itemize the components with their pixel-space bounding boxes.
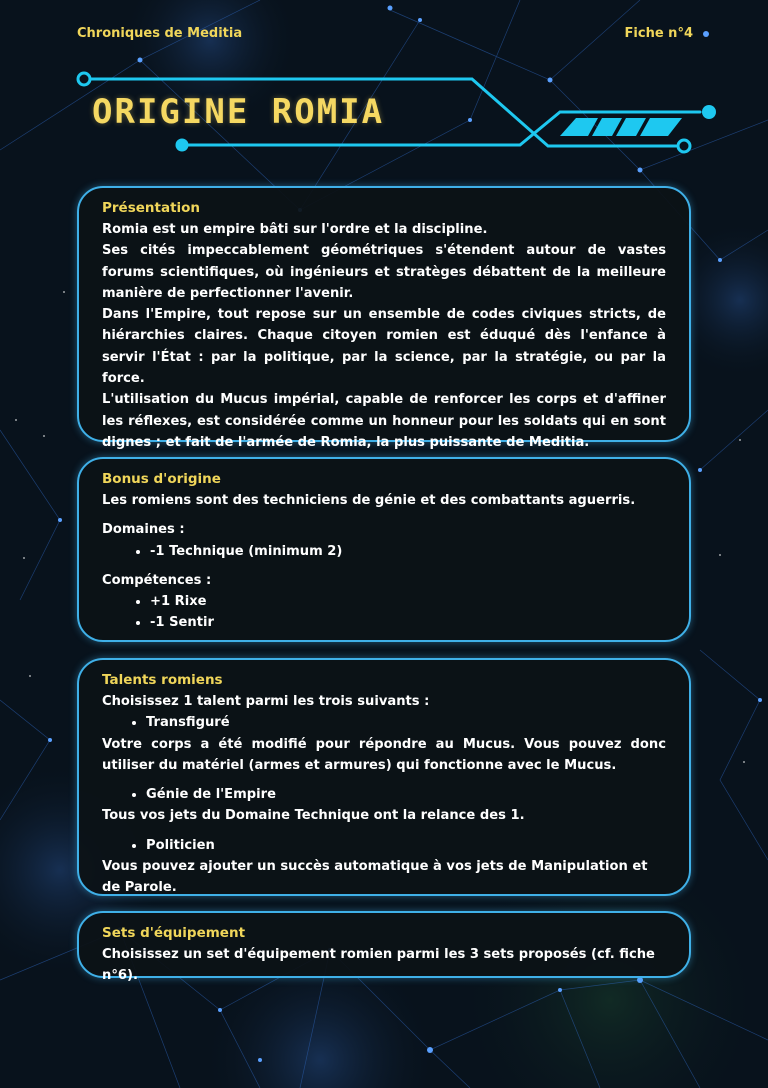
- presentation-paragraph: Romia est un empire bâti sur l'ordre et la discipline.: [102, 222, 488, 237]
- skills-list: [102, 591, 666, 634]
- talent-list: [102, 712, 666, 733]
- skill-item: • -1 Sentir: [150, 612, 666, 633]
- talent-name: • Transfiguré: [146, 712, 666, 733]
- skills-label: Compétences :: [102, 572, 212, 588]
- equipment-text: Choisissez un set d'équipement romien parmi les 3 sets proposés (cf. fiche n°6).: [102, 947, 655, 984]
- talent-description: Tous vos jets du Domaine Technique ont la relance des 1.: [102, 808, 525, 824]
- talents-intro: Choisissez 1 talent parmi les trois suivants :: [102, 694, 430, 709]
- talent-description: Vous pouvez ajouter un succès automatique à vos jets de Manipulation et de Parole.: [102, 859, 648, 896]
- presentation-card: [77, 186, 691, 450]
- presentation-paragraph: Ses cités impeccablement géométriques s'étendent autour de vastes forums scientifiques, où ingénieurs et stratèges débattent de la meilleure manière de perfectionner l'avenir.: [102, 243, 666, 301]
- equipment-heading: Sets d'équipement: [102, 925, 246, 941]
- equipment-sets-card: [77, 911, 691, 984]
- talent-name: • Politicien: [146, 835, 666, 856]
- talents-card: [77, 658, 691, 896]
- domains-list: [102, 541, 666, 562]
- sheet-number: Fiche n°4: [624, 26, 693, 41]
- presentation-paragraph: Dans l'Empire, tout repose sur un ensemble de codes civiques stricts, de hiérarchies claires. Chaque citoyen romien est éduqué dès l'enfance à servir l'État : par la politique, par la science, par la stratégie, ou par la force.: [102, 307, 666, 387]
- talent-list: [102, 784, 666, 805]
- title-decoration: [0, 0, 768, 170]
- talent-list: [102, 835, 666, 856]
- talent-name: • Génie de l'Empire: [146, 784, 666, 805]
- presentation-paragraph: L'utilisation du Mucus impérial, capable de renforcer les corps et d'affiner les réflexes, est considérée comme un honneur pour les soldats qui en sont dignes ; et fait de l'armée de Romia, la plus puissante de Meditia.: [102, 392, 666, 450]
- origin-bonus-card: [77, 457, 691, 642]
- bonus-intro: Les romiens sont des techniciens de génie et des combattants aguerris.: [102, 493, 636, 508]
- presentation-heading: Présentation: [102, 200, 201, 216]
- page-title: ORIGINE ROMIA: [92, 92, 385, 132]
- domains-label: Domaines :: [102, 522, 185, 538]
- talents-heading: Talents romiens: [102, 672, 223, 688]
- talent-description: Votre corps a été modifié pour répondre au Mucus. Vous pouvez donc utiliser du matériel (armes et armures) qui fonctionne avec le Mucus.: [102, 736, 666, 773]
- skill-item: • +1 Rixe: [150, 591, 666, 612]
- domain-item: • -1 Technique (minimum 2): [150, 541, 666, 562]
- series-name: Chroniques de Meditia: [77, 26, 243, 41]
- bonus-heading: Bonus d'origine: [102, 471, 221, 487]
